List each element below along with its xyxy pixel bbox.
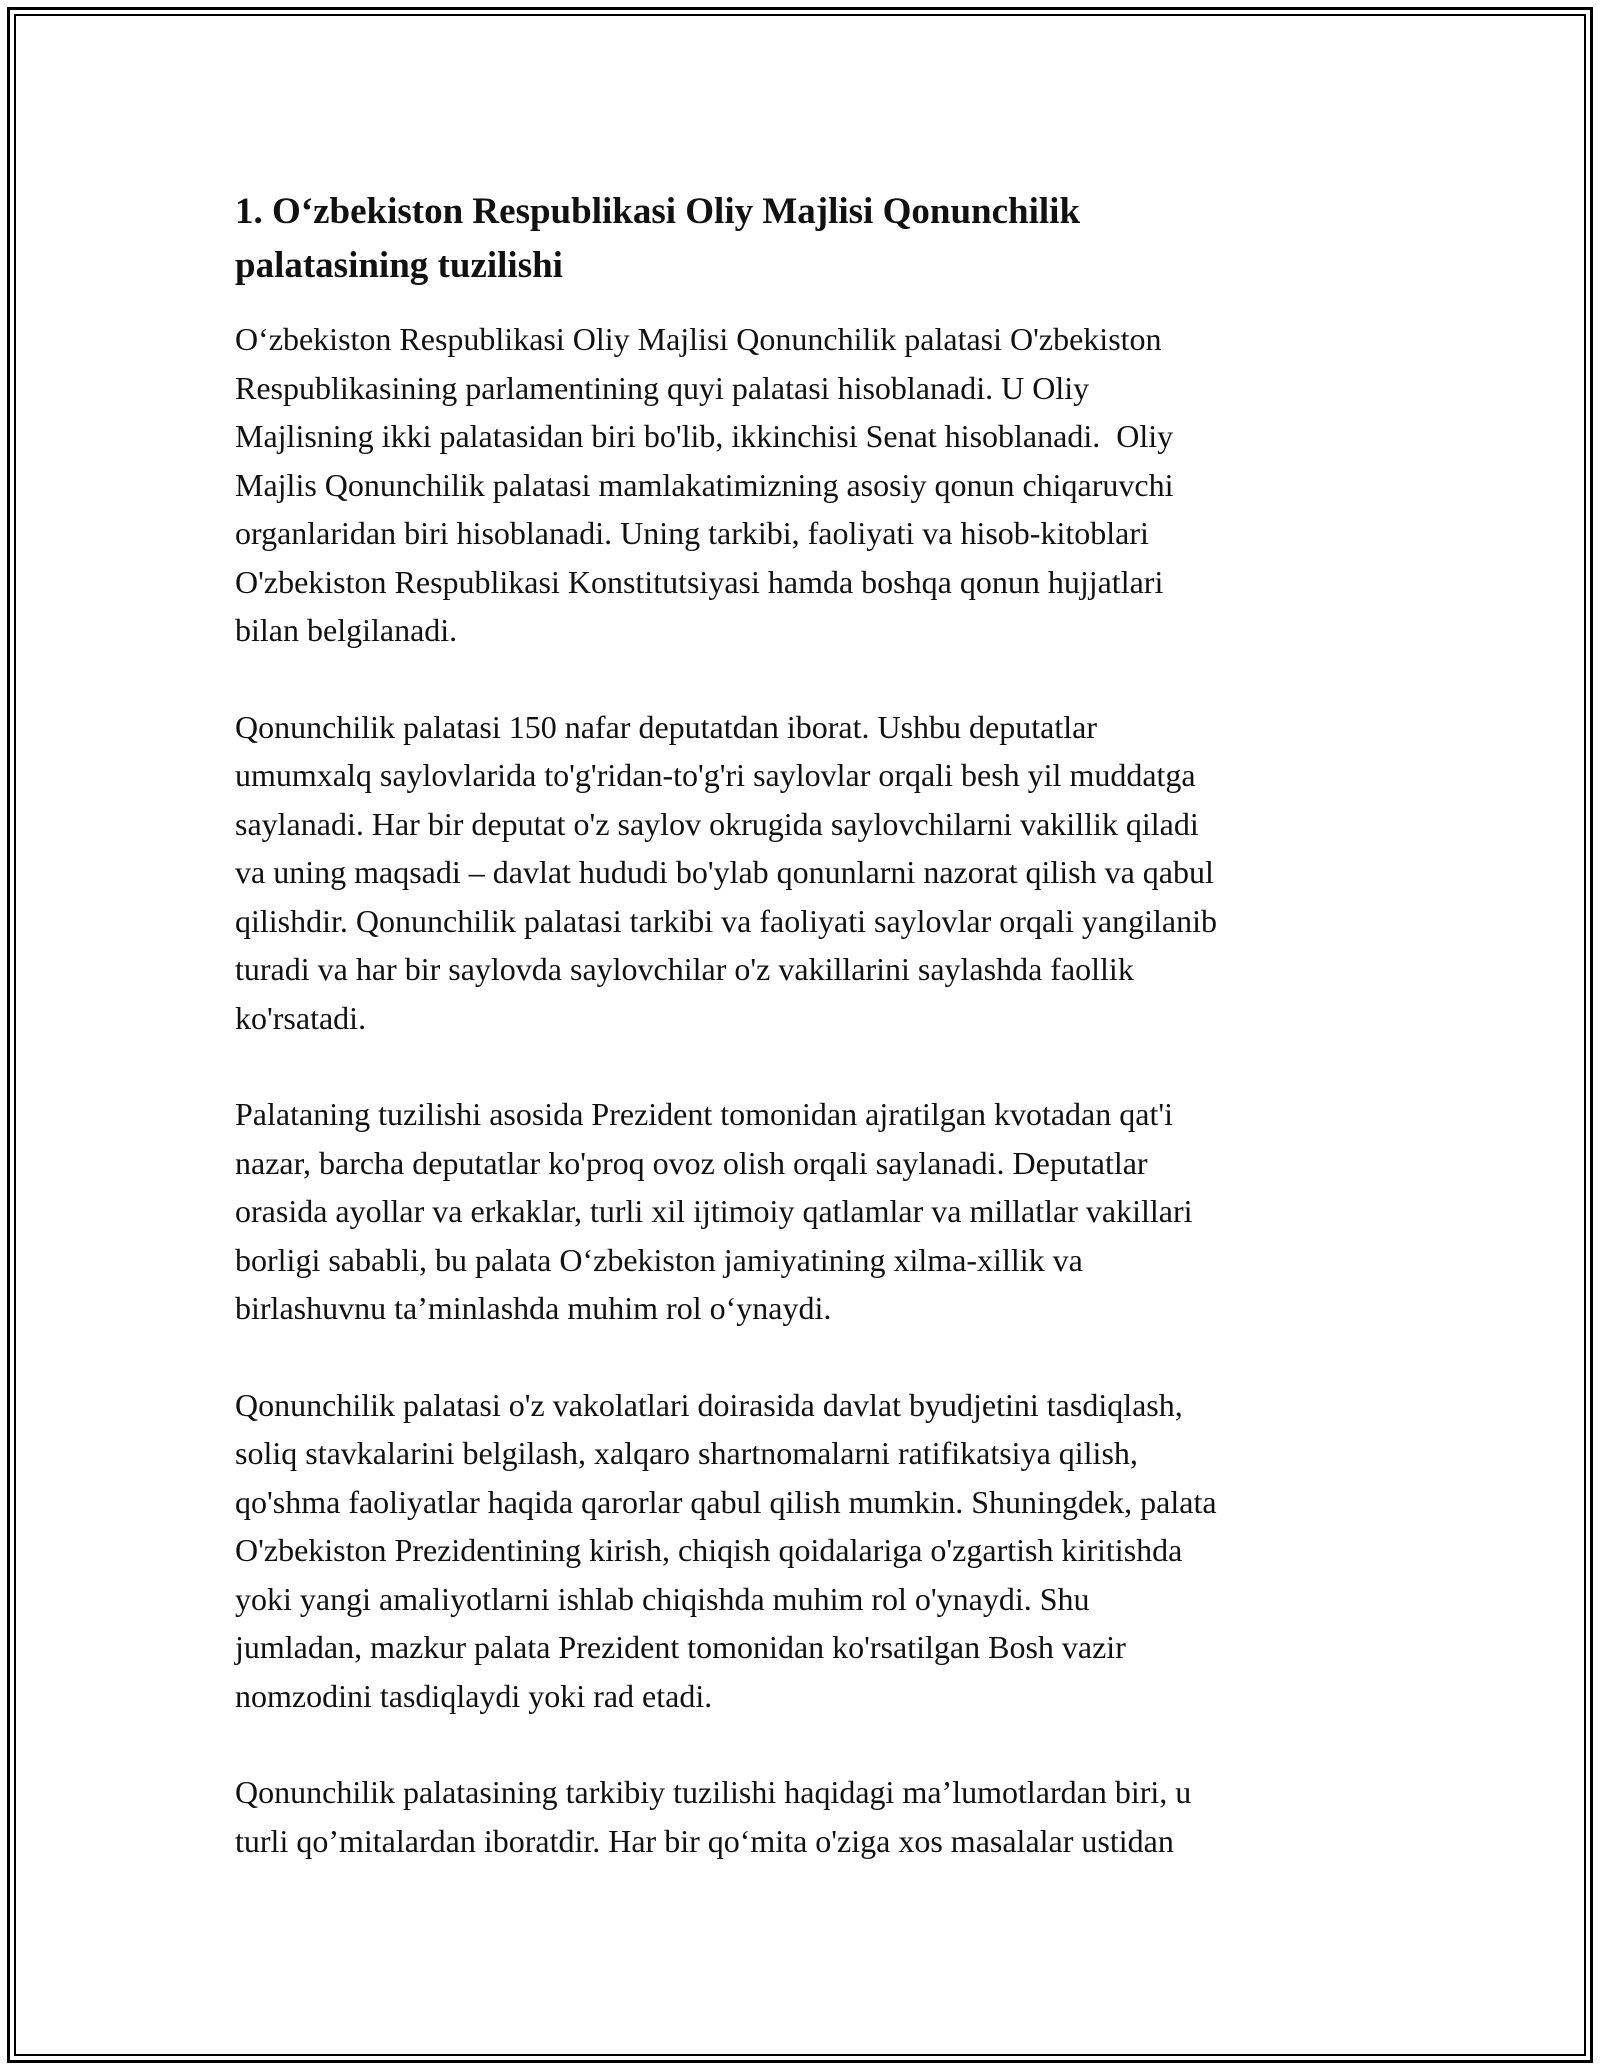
- text-line: saylanadi. Har bir deputat o'z saylov okrugida saylovchilarni vakillik qiladi: [235, 805, 1199, 842]
- text-line: qo'shma faoliyatlar haqida qarorlar qabul qilish mumkin. Shuningdek, palata: [235, 1483, 1217, 1520]
- text-line: Respublikasining parlamentining quyi palatasi hisoblanadi. U Oliy: [235, 369, 1090, 406]
- text-line: Qonunchilik palatasining tarkibiy tuzilishi haqidagi ma’lumotlardan biri, u: [235, 1774, 1192, 1810]
- text-line: orasida ayollar va erkaklar, turli xil ijtimoiy qatlamlar va millatlar vakillari: [235, 1193, 1193, 1229]
- text-line: jumladan, mazkur palata Prezident tomonidan ko'rsatilgan Bosh vazir: [235, 1629, 1126, 1665]
- text-line: va uning maqsadi – davlat hududi bo'ylab qonunlarni nazorat qilish va qabul: [235, 854, 1214, 890]
- text-line: bilan belgilanadi.: [235, 612, 458, 648]
- text-line: birlashuvnu ta’minlashda muhim rol o‘ynaydi.: [235, 1290, 832, 1326]
- paragraph-4: [235, 1381, 1385, 1721]
- text-line: Palataning tuzilishi asosida Prezident tomonidan ajratilgan kvotadan qat'i: [235, 1096, 1173, 1132]
- text-line: Majlis Qonunchilik palatasi mamlakatimizning asosiy qonun chiqaruvchi: [235, 466, 1174, 503]
- paragraph-3: [235, 1090, 1385, 1333]
- text-line: borligi sababli, bu palata O‘zbekiston jamiyatining xilma-xillik va: [235, 1241, 1083, 1278]
- text-line: O‘zbekiston Respublikasi Oliy Majlisi Qonunchilik palatasi O'zbekiston: [235, 321, 1162, 357]
- paragraph-1: [235, 315, 1385, 655]
- text-line: ko'rsatadi.: [235, 999, 367, 1036]
- text-line: yoki yangi amaliyotlarni ishlab chiqishda muhim rol o'ynaydi. Shu: [235, 1580, 1090, 1617]
- paragraph-2: [235, 703, 1385, 1043]
- heading-line: palatasining tuzilishi: [235, 245, 563, 286]
- text-line: turli qo’mitalardan iboratdir. Har bir qo‘mita o'ziga xos masalalar ustidan: [235, 1822, 1174, 1859]
- text-line: Qonunchilik palatasi 150 nafar deputatdan iborat. Ushbu deputatlar: [235, 708, 1097, 745]
- text-line: qilishdir. Qonunchilik palatasi tarkibi va faoliyati saylovlar orqali yangilanib: [235, 902, 1217, 939]
- section-heading: [235, 185, 1385, 293]
- document-body: [235, 185, 1385, 1913]
- paragraph-5: [235, 1768, 1385, 1865]
- text-line: O'zbekiston Respublikasi Konstitutsiyasi hamda boshqa qonun hujjatlari: [235, 563, 1164, 600]
- text-line: O'zbekiston Prezidentining kirish, chiqish qoidalariga o'zgartish kiritishda: [235, 1532, 1183, 1568]
- text-line: Qonunchilik palatasi o'z vakolatlari doirasida davlat byudjetini tasdiqlash,: [235, 1386, 1183, 1423]
- heading-line: 1. O‘zbekiston Respublikasi Oliy Majlisi Qonunchilik: [235, 191, 1081, 232]
- text-line: soliq stavkalarini belgilash, xalqaro shartnomalarni ratifikatsiya qilish,: [235, 1435, 1138, 1471]
- text-line: umumxalq saylovlarida to'g'ridan-to'g'ri saylovlar orqali besh yil muddatga: [235, 757, 1196, 793]
- text-line: turadi va har bir saylovda saylovchilar o'z vakillarini saylashda faollik: [235, 951, 1134, 987]
- text-line: organlaridan biri hisoblanadi. Uning tarkibi, faoliyati va hisob-kitoblari: [235, 515, 1149, 551]
- text-line: nazar, barcha deputatlar ko'proq ovoz olish orqali saylanadi. Deputatlar: [235, 1144, 1148, 1181]
- text-line: nomzodini tasdiqlaydi yoki rad etadi.: [235, 1677, 713, 1714]
- text-line: Majlisning ikki palatasidan biri bo'lib, ikkinchisi Senat hisoblanadi. Oliy: [235, 418, 1174, 454]
